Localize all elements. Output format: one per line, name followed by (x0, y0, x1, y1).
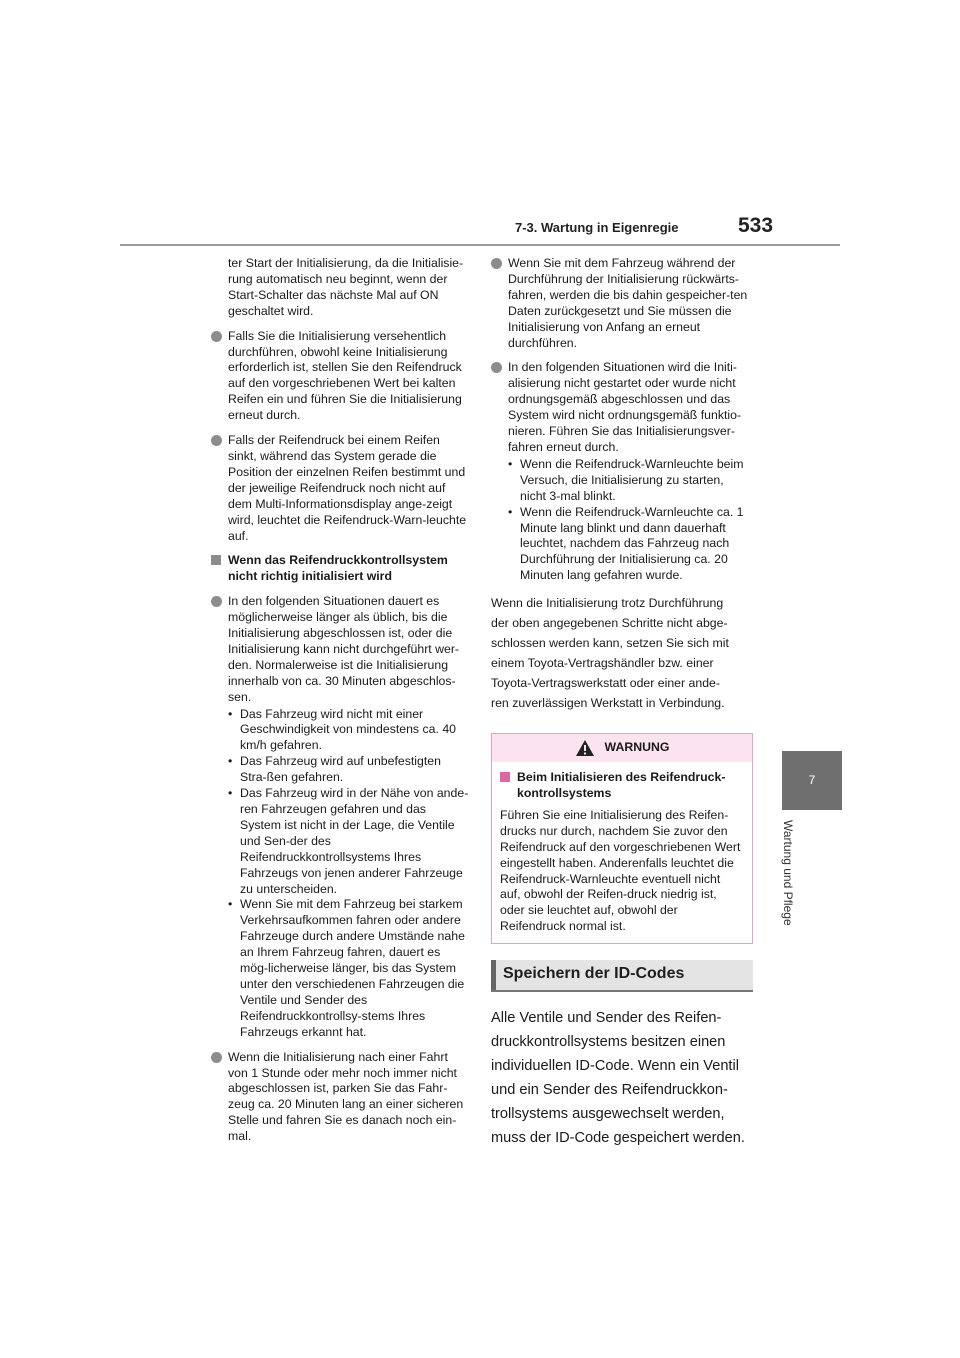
section-accent (491, 960, 496, 990)
sub-item-text: Wenn die Reifendruck-Warnleuchte beim Versuch, die Initialisierung zu starten, nicht 3-mal blinkt. (520, 456, 744, 503)
page-number: 533 (738, 214, 774, 237)
chapter-label (781, 820, 801, 950)
list-item-text: Falls Sie die Initialisierung versehentlich durchführen, obwohl keine Initialisierung erforderlich ist, stellen Sie den Reifendruck auf den vorgeschriebenen Wert bei kalten Reifen ein und führen Sie die Initialisierung erneut durch. (228, 328, 462, 423)
paragraph-line: Toyota-Vertragswerkstatt oder einer ande- (491, 676, 720, 691)
warning-body (492, 762, 752, 943)
sub-list (211, 707, 469, 1041)
contact-paragraph (491, 593, 753, 713)
warning-text: Führen Sie eine Initialisierung des Reifen-drucks nur durch, nachdem Sie zuvor den Reifendruck auf den vorgeschriebenen Wert eingestellt haben. Anderenfalls leuchtet die Reifendruck-Warnleuchte eventuell nicht auf, obwohl der Reifen-druck niedrig ist, oder sie leuchtet auf, obwohl der Reifendruck normal ist. (500, 807, 741, 934)
sub-item-text: Wenn Sie mit dem Fahrzeug bei starkem Verkehrsaufkommen fahren oder andere Fahrzeuge durch andere Umstände nahe an Ihrem Fahrzeug fahren, dauert es mög-licherweise länger, bis das System unter den verschiedenen Fahrzeugen die Ventile und Sender des Reifendruckkontrollsy-stems Ihres Fahrzeugs erkannt hat. (240, 897, 465, 1039)
sub-item (211, 897, 469, 1040)
section-heading-bar (491, 960, 753, 992)
warning-title: WARNUNG (604, 740, 670, 755)
paragraph-line: schlossen werden kann, setzen Sie sich mit (491, 636, 729, 651)
paragraph-line: der oben angegebenen Schritte nicht abge- (491, 616, 728, 631)
sub-item-text: Das Fahrzeug wird nicht mit einer Geschwindigkeit von mindestens ca. 40 km/h gefahren. (240, 706, 456, 753)
warning-subheading-text: Beim Initialisieren des Reifendruck-kontrollsystems (517, 770, 726, 801)
sub-item-mark: • (228, 897, 233, 912)
sub-item-mark: • (508, 456, 513, 471)
left-column (211, 256, 469, 1154)
warning-header (492, 734, 752, 762)
sub-item-mark: • (228, 786, 233, 801)
paragraph-line: einem Toyota-Vertragshändler bzw. einer (491, 656, 714, 671)
list-item-text: Falls der Reifendruck bei einem Reifen sinkt, während das System gerade die Position der einzelnen Reifen bestimmt und der jeweilige Reifendruck noch nicht auf dem Multi-Informationsdisplay ange-zeigt wird, leuchtet die Reifendruck-Warn-leuchte auf. (228, 433, 467, 543)
list-item (491, 360, 753, 455)
sub-item-text: Das Fahrzeug wird in der Nähe von ande-ren Fahrzeugen gefahren und das System ist nicht in der Lage, die Ventile und Sen-der des Reifendruckkontrollsystems Ihres Fahrzeugs von jenen anderer Fahrzeuge zu unterscheiden. (240, 786, 469, 896)
list-item (211, 329, 469, 424)
list-item (211, 1050, 469, 1145)
paragraph-line: Wenn die Initialisierung trotz Durchführung (491, 596, 724, 611)
subheading-text: Wenn das Reifendruckkontrollsystem nicht richtig initialisiert wird (228, 553, 448, 584)
subheading (211, 553, 469, 585)
bullet-dot-icon (211, 1052, 222, 1063)
list-item (211, 594, 469, 705)
sub-item-mark: • (508, 504, 513, 519)
sub-item-text: Das Fahrzeug wird auf unbefestigten Stra-ßen gefahren. (240, 754, 441, 785)
sub-item-mark: • (228, 754, 233, 769)
sub-item (211, 786, 469, 897)
list-item-text: In den folgenden Situationen dauert es möglicherweise länger als üblich, bis die Initialisierung abgeschlossen ist, oder die Initialisierung kann nicht durchgeführt wer-den. Normalerweise ist die Initialisierung innerhalb von ca. 30 Minuten abgeschlos-sen. (228, 594, 460, 704)
bullet-dot-icon (211, 596, 222, 607)
bullet-dot-icon (491, 362, 502, 373)
section-title: 7-3. Wartung in Eigenregie (515, 220, 679, 235)
list-item (491, 256, 753, 351)
warning-subheading (500, 770, 744, 802)
sub-item-mark: • (228, 706, 233, 721)
header-divider (120, 244, 840, 246)
sub-item (491, 505, 753, 585)
sub-list (491, 457, 753, 584)
chapter-tab: 7 (782, 751, 842, 810)
warning-box (491, 733, 753, 944)
section-heading: Speichern der ID-Codes (503, 965, 685, 983)
chapter-label-text: Wartung und Pflege (781, 820, 795, 926)
list-item-text: Wenn die Initialisierung nach einer Fahrt von 1 Stunde oder mehr noch immer nicht abgeschlossen ist, parken Sie das Fahr-zeug ca. 20 Minuten lang an einer sicheren Stelle und fahren Sie es danach noch ein-mal. (228, 1049, 464, 1144)
sub-item (211, 754, 469, 786)
bullet-dot-icon (211, 435, 222, 446)
bullet-dot-icon (211, 331, 222, 342)
continuation-paragraph: ter Start der Initialisierung, da die Initialisie-rung automatisch neu beginnt, wenn der Start-Schalter das nächste Mal auf ON geschaltet wird. (228, 256, 464, 318)
list-item-text: Wenn Sie mit dem Fahrzeug während der Durchführung der Initialisierung rückwärts-fahren, werden die bis dahin gespeicher-ten Daten zurückgesetzt und Sie müssen die Initialisierung von Anfang an erneut durchführen. (508, 256, 748, 350)
sub-item-text: Wenn die Reifendruck-Warnleuchte ca. 1 Minute lang blinkt und dann dauerhaft leuchtet, nachdem das Fahrzeug nach Durchführung der Initialisierung ca. 20 Minuten lang gefahren wurde. (520, 504, 744, 583)
paragraph-line: ren zuverlässigen Werkstatt in Verbindung. (491, 696, 725, 711)
square-bullet-icon (500, 772, 510, 782)
section-body: Alle Ventile und Sender des Reifen-druckkontrollsystems besitzen einen individuellen ID-Code. Wenn ein Ventil und ein Sender des Reifendruckkon-trollsystems ausgewechselt werden, muss der ID-Code gespeichert werden. (491, 1010, 745, 1147)
sub-item (491, 457, 753, 505)
right-column (491, 256, 753, 1150)
square-bullet-icon (211, 555, 221, 565)
list-item-text: In den folgenden Situationen wird die Initi-alisierung nicht gestartet oder wurde nicht ordnungsgemäß abgeschlossen und das System wird nicht ordnungsgemäß funktio-nieren. Führen Sie das Initialisierungsver-fahren erneut durch. (508, 360, 742, 454)
warning-triangle-icon (575, 739, 595, 757)
bullet-dot-icon (491, 258, 502, 269)
list-item (211, 433, 469, 544)
sub-item (211, 707, 469, 755)
